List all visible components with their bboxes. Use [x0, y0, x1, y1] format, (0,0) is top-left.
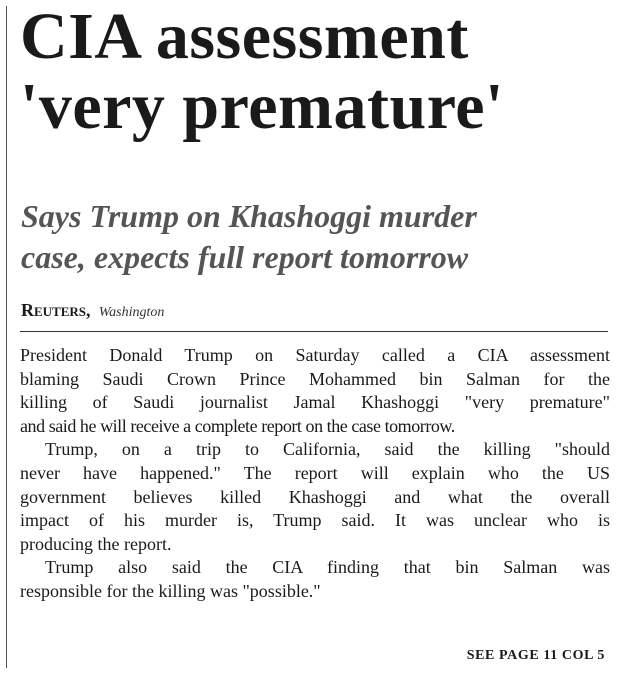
body-line: producing the report. [20, 533, 172, 554]
body-line: impact of his murder is, Trump said. It was unclear who is [20, 510, 610, 531]
paragraph-1 [20, 344, 610, 438]
byline [21, 299, 164, 324]
paragraph-2 [20, 438, 610, 556]
body-line: blaming Saudi Crown Prince Mohammed bin Salman for the [20, 368, 610, 389]
body-line: killing of Saudi journalist Jamal Khashoggi "very premature" [20, 392, 610, 413]
body-line: Trump also said the CIA finding that bin Salman was [45, 557, 610, 578]
body-line: Trump, on a trip to California, said the killing "should [45, 439, 610, 460]
headline-line-1: CIA assessment [20, 0, 469, 73]
article-body [20, 344, 610, 604]
body-line: government believes killed Khashoggi and what the overall [20, 486, 610, 507]
byline-source: Reuters, [21, 300, 91, 320]
byline-location: Washington [98, 305, 165, 320]
body-line: responsible for the killing was "possible." [20, 580, 321, 601]
paragraph-3 [20, 556, 610, 603]
subheadline [21, 196, 621, 278]
headline-line-2: 'very premature' [20, 70, 504, 143]
byline-divider [20, 331, 608, 332]
body-line: President Donald Trump on Saturday called a CIA assessment [20, 345, 610, 365]
body-line: never have happened." The report will explain who the US [20, 462, 610, 483]
body-line: and said he will receive a complete report on the case tomorrow. [20, 415, 455, 436]
headline [20, 2, 620, 142]
continuation-jump-line: SEE PAGE 11 COL 5 [466, 648, 605, 663]
column-rule [6, 6, 7, 668]
subheadline-line-2: case, expects full report tomorrow [21, 239, 469, 275]
subheadline-line-1: Says Trump on Khashoggi murder [21, 198, 477, 234]
